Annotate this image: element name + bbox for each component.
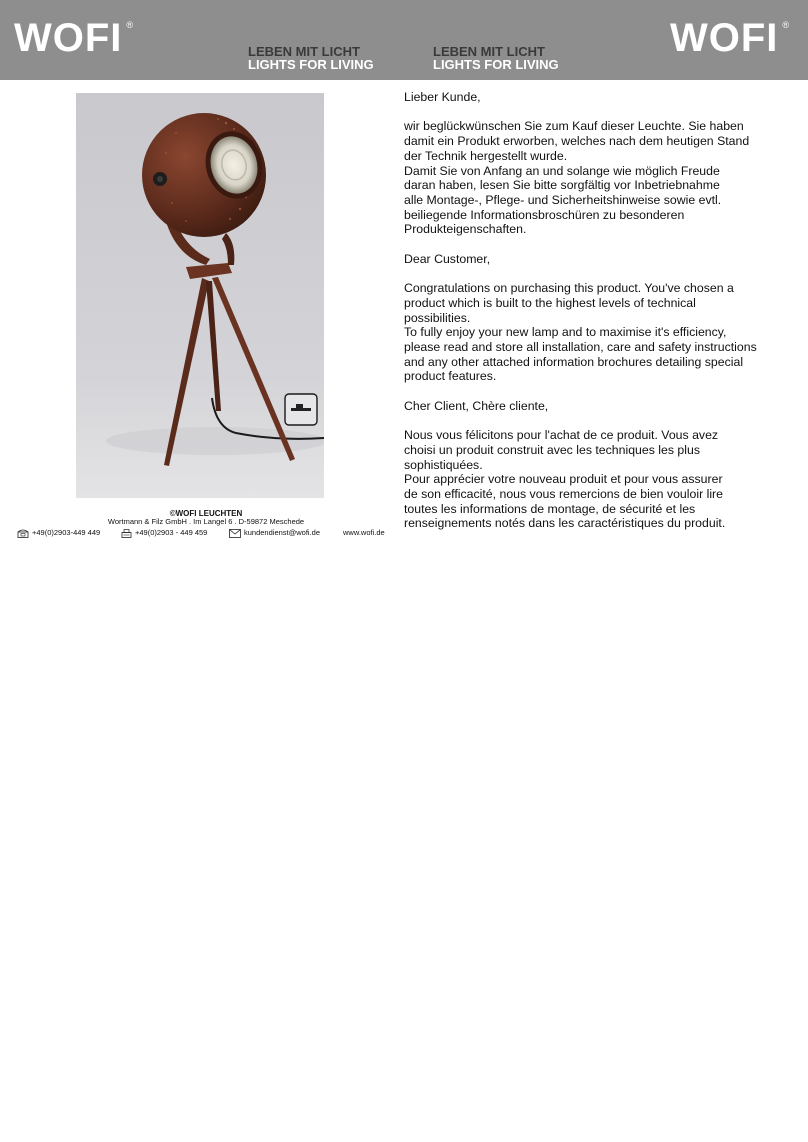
email-address: kundendienst@wofi.de [244, 528, 320, 537]
contact-email [229, 528, 320, 538]
paragraph-line: Produkteigenschaften. [404, 222, 527, 237]
contact-phone [17, 528, 100, 538]
paragraph-line: Pour apprécier votre nouveau produit et pour vous assurer [404, 472, 723, 487]
fax-number: +49(0)2903 - 449 459 [135, 528, 208, 537]
tagline-en: LIGHTS FOR LIVING [248, 57, 374, 72]
paragraph-line: renseignements notés dans les caractéristiques du produit. [404, 516, 726, 531]
paragraph-line: toutes les informations de montage, de sécurité et les [404, 501, 696, 516]
registered-mark: ® [782, 20, 790, 30]
paragraph-line: possibilities. [404, 310, 471, 325]
paragraph-line: choisi un produit construit avec les techniques les plus [404, 442, 700, 457]
paragraph-line: and any other attached information brochures detailing special [404, 354, 744, 369]
wofi-logo-right [670, 18, 789, 58]
paragraph-line: wir beglückwünschen Sie zum Kauf dieser Leuchte. Sie haben [404, 119, 744, 134]
paragraph-line: damit ein Produkt erworben, welches nach dem heutigen Stand [404, 134, 750, 149]
wofi-logo-left [14, 18, 133, 58]
tagline-en: LIGHTS FOR LIVING [433, 57, 559, 72]
tagline-right [433, 45, 559, 71]
paragraph-line: beiliegende Informationsbroschüren zu besonderen [404, 207, 685, 222]
paragraph-line: de son efficacité, nous vous remercions de bien vouloir lire [404, 486, 723, 501]
greeting-fr: Cher Client, Chère cliente, [404, 398, 549, 413]
greeting-de: Lieber Kunde, [404, 90, 481, 104]
english-section [404, 252, 774, 384]
fax-icon [121, 529, 132, 538]
contact-web [343, 528, 385, 538]
product-photo [76, 93, 324, 498]
paragraph-line: product features. [404, 369, 497, 384]
french-section [404, 399, 774, 531]
contact-fax [121, 528, 207, 538]
envelope-icon [229, 529, 241, 538]
tagline-left [248, 45, 374, 71]
phone-number: +49(0)2903-449 449 [32, 528, 101, 537]
paragraph-line: Congratulations on purchasing this product. You've chosen a [404, 281, 734, 296]
welcome-text [404, 90, 774, 531]
brand-name: WOFI [670, 16, 779, 60]
company-address: Wortmann & Filz GmbH . Im Langel 6 . D-59872 Meschede [107, 517, 305, 526]
paragraph-line: please read and store all installation, care and safety instructions [404, 339, 757, 354]
paragraph-line: der Technik hergestellt wurde. [404, 148, 568, 163]
paragraph-line: Nous vous félicitons pour l'achat de ce produit. Vous avez [404, 428, 719, 443]
phone-icon [17, 529, 29, 538]
paragraph-line: daran haben, lesen Sie bitte sorgfältig vor Inbetriebnahme [404, 178, 720, 193]
header-band [0, 0, 808, 80]
tagline-de: LEBEN MIT LICHT [248, 44, 360, 59]
paragraph-line: sophistiquées. [404, 457, 483, 472]
brand-name: WOFI [14, 16, 123, 60]
paragraph-line: alle Montage-, Pflege- und Sicherheitshinweise sowie evtl. [404, 192, 722, 207]
registered-mark: ® [126, 20, 134, 30]
company-name: ©WOFI LEUCHTEN [169, 509, 243, 518]
paragraph-line: Damit Sie von Anfang an und solange wie möglich Freude [404, 163, 720, 178]
paragraph-line: product which is built to the highest levels of technical [404, 295, 696, 310]
paragraph-line: To fully enjoy your new lamp and to maximise it's efficiency, [404, 325, 727, 340]
german-section [404, 90, 774, 237]
website: www.wofi.de [343, 528, 385, 537]
tagline-de: LEBEN MIT LICHT [433, 44, 545, 59]
greeting-en: Dear Customer, [404, 251, 491, 266]
